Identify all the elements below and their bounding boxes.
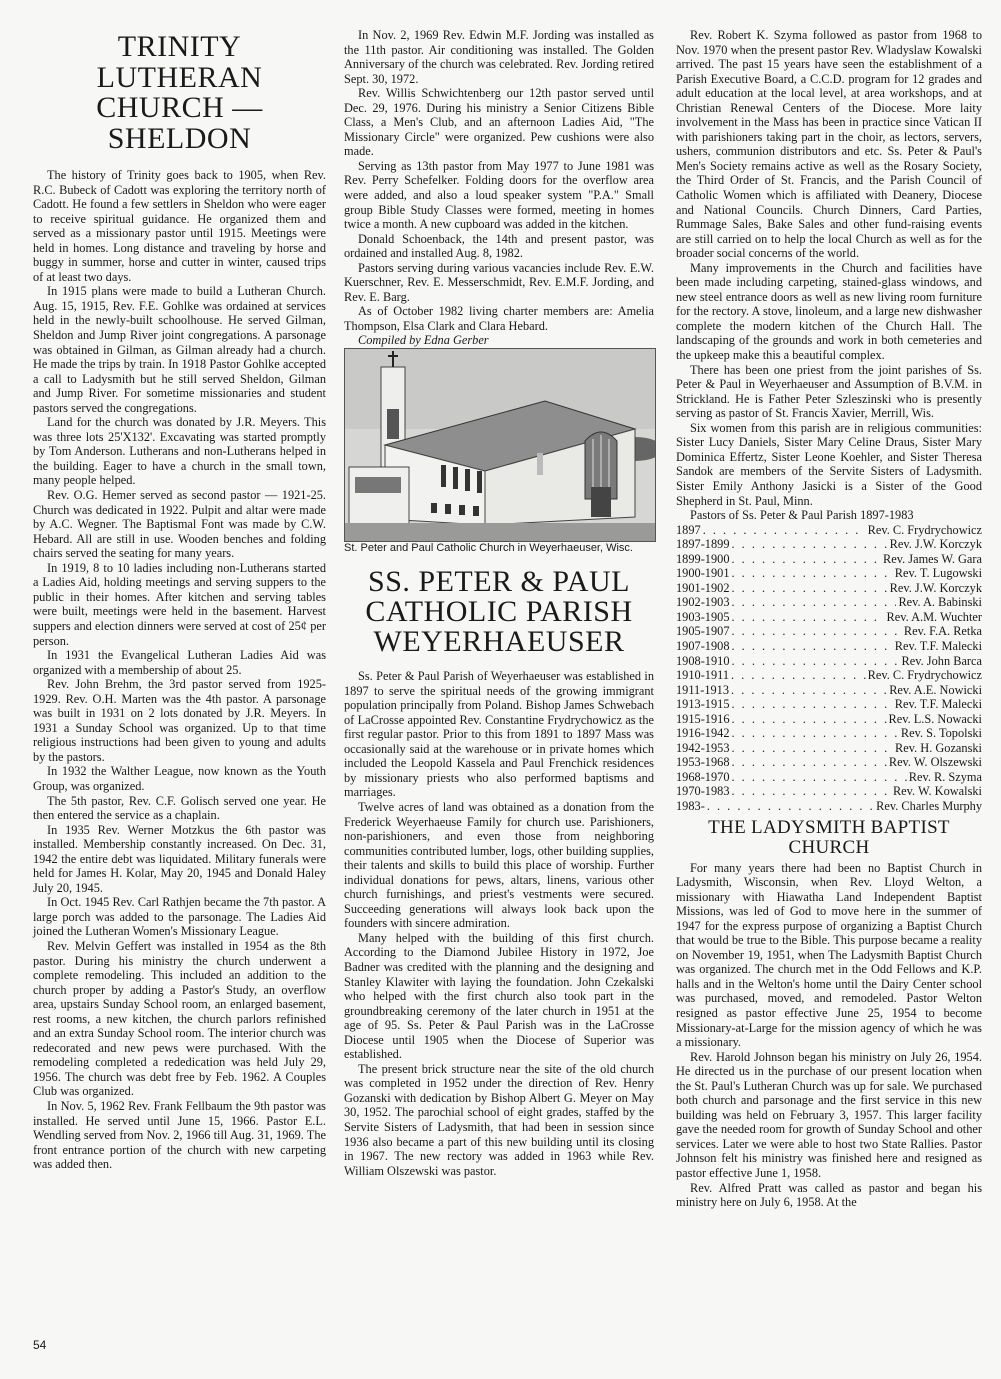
pastor-row (676, 683, 982, 698)
leader-dots (732, 610, 885, 625)
pastor-row (676, 741, 982, 756)
leader-dots (732, 537, 888, 552)
pastor-years: 1913-1915 (676, 697, 730, 712)
title-line: WEYERHAEUSER (373, 625, 625, 659)
pastor-row (676, 610, 982, 625)
leader-dots (732, 784, 891, 799)
article-paragraph: Rev. Alfred Pratt was called as pastor and began his ministry here on July 6, 1958. At the (676, 1180, 982, 1210)
article-paragraph: Donald Schoenback, the 14th and present pastor, was ordained and installed Aug. 8, 1982. (344, 231, 654, 261)
pastor-years: 1897-1899 (676, 537, 730, 552)
article-paragraph: Rev. John Brehm, the 3rd pastor served from 1925-1929. Rev. O.H. Marten was the 4th pastor. A parsonage was built in 1931 on 2 lots donated by J.R. Meyers. In 1931 a Sunday School was organized. Up to that time religious instructions had been given to young and adults by the pastors. (33, 677, 326, 764)
title-line: CHURCH (788, 836, 870, 858)
article-paragraph: There has been one priest from the joint parishes of Ss. Peter & Paul in Weyerhaeuser and Assumption of B.V.M. in Strickland. He is Father Peter Szleszinski who is presently serving as pastor of St. Francis Xavier, Merrill, Wis. (676, 362, 982, 421)
pastor-name: Rev. A.E. Nowicki (889, 682, 982, 697)
pastor-name: Rev. L.S. Nowacki (888, 711, 982, 726)
article-paragraph: The present brick structure near the site of the old church was completed in 1952 under the direction of Rev. Henry Gozanski with dedication by Bishop Albert G. Meyer on May 30, 1952. The parochial school of eight grades, staffed by the Servite Sisters of Ladysmith, that had been in session since 1936 also became a part of this new building until its closing in 1967. The new rectory was added in 1963 while Rev. William Olszewski was pastor. (344, 1061, 654, 1178)
pastor-years: 1942-1953 (676, 740, 730, 755)
pastor-row (676, 581, 982, 596)
pastor-years: 1908-1910 (676, 653, 730, 668)
article-paragraph: In Oct. 1945 Rev. Carl Rathjen became the 7th pastor. A large porch was added to the parsonage. The Ladies Aid joined the Lutheran Women's Missionary League. (33, 895, 326, 939)
leader-dots (707, 799, 874, 814)
pastor-name: Rev. T.F. Malecki (894, 638, 982, 653)
leader-dots (732, 639, 893, 654)
pastor-years: 1910-1911 (676, 668, 730, 683)
pastor-years: 1911-1913 (676, 682, 730, 697)
article-paragraph: In 1915 plans were made to build a Lutheran Church. Aug. 15, 1915, Rev. F.E. Gohlke was ordained at services held in the newly-built schoolhouse. He served Gilman, Sheldon and Jump River joint congregations. A parsonage was obtained in Gilman, as Gilman already had a church. He made the trips by train. In 1918 Pastor Gohlke accepted a call to Ladysmith but he still served Sheldon, Gilman and Jump River. For sometime missionaries and student pastors served the congregations. (33, 284, 326, 415)
pastor-row (676, 784, 982, 799)
pastor-row (676, 566, 982, 581)
article-paragraph: Land for the church was donated by J.R. Meyers. This was three lots 25'X132'. Excavating was started promptly by Tom Anderson. Lutherans and non-Lutherans helped in the building. Eager to have a church in the small town, many people helped. (33, 415, 326, 488)
pastor-years: 1907-1908 (676, 638, 730, 653)
article-paragraph: The history of Trinity goes back to 1905, when Rev. R.C. Bubeck of Cadott was exploring the territory north of Cadott. He found a few settlers in Sheldon who were eager to receive spiritual guidance. He organized them and served as a missionary pastor until 1915. Meetings were held in homes. Long distance and traveling by horse and buggy in summer, horse and cutter in winter, caused trips of at least two days. (33, 168, 326, 284)
article-paragraph: Serving as 13th pastor from May 1977 to June 1981 was Rev. Perry Schefelker. Folding doors for the overflow area were added, and also a loud speaker system "P.A." Small group Bible Study Classes were formed, meeting in homes twice a month. A new cupboard was added in the kitchen. (344, 158, 654, 232)
sspeter-title (344, 567, 654, 657)
article-paragraph: In Nov. 5, 1962 Rev. Frank Fellbaum the 9th pastor was installed. He served until June 15, 1966. Pastor E.L. Wendling served from Nov. 2, 1966 till Aug. 31, 1969. The front entrance portion of the church with new carpeting was added then. (33, 1099, 326, 1172)
pastor-years: 1970-1983 (676, 784, 730, 799)
pastor-row (676, 712, 982, 727)
pastor-years: 1903-1905 (676, 609, 730, 624)
page-number: 54 (33, 1338, 47, 1352)
article-paragraph: Rev. Melvin Geffert was installed in 1954 as the 8th pastor. During his ministry the church underwent a complete remodeling. This included an addition to the church proper by adding a Pastor's Study, an overflow area, upstairs Sunday School room, an enlarged basement, rest rooms, a new kitchen, the church parlors refinished and an extra Sunday School room. The interior church was redecorated and new pews were purchased. With the remodeling completed a rededication was held July 29, 1956. The church was debt free by Feb. 1962. A Couples Club was organized. (33, 938, 326, 1099)
leader-dots (732, 697, 893, 712)
pastor-name: Rev. J.W. Korczyk (889, 537, 982, 552)
leader-dots (732, 624, 902, 639)
pastor-row (676, 639, 982, 654)
pastor-row (676, 595, 982, 610)
pastor-years: 1953-1968 (676, 755, 730, 770)
leader-dots (732, 566, 893, 581)
pastor-row (676, 552, 982, 567)
article-paragraph: Six women from this parish are in religious communities: Sister Lucy Daniels, Sister Mary Celine Draus, Sister Mary Dominica Effertz, Sister Leone Koehler, and Sister Theresa Sandok are members of the Servite Sisters of Ladysmith. Sister Emily Anthony Jasicki is a Sister of the Good Shepherd in St. Paul, Minn. (676, 420, 982, 508)
article-paragraph: For many years there had been no Baptist Church in Ladysmith, Wisconsin, when Rev. Lloyd Welton, a missionary with Hiawatha Land Independent Baptist Missions, was led of God to move here in the summer of 1947 for the express purpose of organizing a Baptist Church that would be true to the Bible. This purpose became a reality on November 19, 1951, when The Ladysmith Baptist Church was organized. The church met in the Odd Fellows and K.P. halls and in the Welton's home until the Dairy Center school was purchased, moved, and remodeled. Pastor Welton resigned as pastor effective June 25, 1954 to become Missionary-at-Large for the mission agency of which he was a missionary. (676, 860, 982, 1050)
church-illustration (345, 349, 655, 541)
pastor-row (676, 755, 982, 770)
article-paragraph: In 1919, 8 to 10 ladies including non-Lutherans started a Ladies Aid, holding meetings and serving suppers to the public in their homes. After kitchen and serving tables were built, meetings were held in the basement. Harvest suppers and election dinners were served at cost of 25¢ per person. (33, 560, 326, 648)
article-paragraph: Many helped with the building of this first church. According to the Diamond Jubilee History in 1972, Joe Badner was credited with the planning and the designing and Stanley Klawiter with laying the foundation. John Czekalski who helped with the first church also took part in the groundbreaking ceremony of the later church in 1951 at the age of 95. Ss. Peter & Paul Parish was in the LaCrosse Diocese until 1905 when the Diocese of Superior was established. (344, 930, 654, 1062)
article-paragraph: Ss. Peter & Paul Parish of Weyerhaeuser was established in 1897 to serve the spiritual needs of the growing immigrant population principally from Poland. Bishop James Schwebach of LaCrosse appointed Rev. Constantine Frydrychowicz as the first regular pastor. Prior to this from 1891 to 1897 Mass was occasionally said at the warehouse or in private homes which included the Leopold Kassela and Paul Frenchick residences by missionary priests who also performed baptisms and marriages. (344, 669, 654, 800)
article-paragraph: Many improvements in the Church and facilities have been made including carpeting, stained-glass windows, and new steel entrance doors as well as new living room furniture for the rectory. A stove, linoleum, and a large new dishwasher complete the modern kitchen of the Church Hall. The landscaping of the grounds and work in both cemeteries and the upkeep make this a beautiful complex. (676, 260, 982, 363)
pastor-name: Rev. James W. Gara (883, 551, 982, 566)
article-paragraph: The 5th pastor, Rev. C.F. Golisch served one year. He then entered the service as a chaplain. (33, 793, 326, 823)
leader-dots (732, 595, 897, 610)
pastor-row (676, 770, 982, 785)
pastor-years: 1899-1900 (676, 551, 730, 566)
church-photo (344, 348, 656, 542)
article-paragraph: Rev. O.G. Hemer served as second pastor — 1921-25. Church was dedicated in 1922. Pulpit and altar were made by A.C. Wegner. The Baptismal Font was made by C.W. Hebard. All are still in use. Wooden benches and folding chairs served the seating for many years. (33, 488, 326, 561)
pastor-years: 1900-1901 (676, 566, 730, 581)
title-line: THE LADYSMITH BAPTIST (708, 816, 950, 838)
leader-dots (732, 755, 887, 770)
leader-dots (732, 581, 888, 596)
pastor-name: Rev. John Barca (901, 653, 982, 668)
pastor-years: 1901-1902 (676, 580, 730, 595)
pastor-row (676, 624, 982, 639)
article-paragraph: In Nov. 2, 1969 Rev. Edwin M.F. Jording was installed as the 11th pastor. Air conditioning was installed. The Golden Anniversary of the church was celebrated. Rev. Jording retired Sept. 30, 1972. (344, 28, 654, 86)
title-line: SHELDON (107, 121, 252, 155)
leader-dots (731, 668, 866, 683)
article-paragraph: In 1932 the Walther League, now known as the Youth Group, was organized. (33, 764, 326, 793)
pastor-name: Rev. W. Olszewski (888, 755, 982, 770)
article-paragraph: In 1935 Rev. Werner Motzkus the 6th pastor was installed. Membership constantly increased. On Dec. 31, 1942 the entire debt was liquidated. Military funerals were held for James H. Kolar, May 20, 1945 and Donald Haley July 20, 1945. (33, 822, 326, 895)
pastor-years: 1905-1907 (676, 624, 730, 639)
pastor-name: Rev. C. Frydrychowicz (867, 522, 982, 537)
pastor-name: Rev. Charles Murphy (876, 798, 982, 813)
pastor-row (676, 537, 982, 552)
pastor-name: Rev. F.A. Retka (903, 624, 982, 639)
leader-dots (731, 683, 887, 698)
pastor-name: Rev. T. Lugowski (894, 566, 982, 581)
pastor-name: Rev. A. Babinski (898, 595, 982, 610)
pastor-row (676, 668, 982, 683)
pastor-name: Rev. H. Gozanski (895, 740, 982, 755)
pastor-name: Rev. S. Topolski (900, 726, 982, 741)
leader-dots (732, 770, 907, 785)
article-paragraph: Rev. Willis Schwichtenberg our 12th pastor served until Dec. 29, 1976. During his ministry a Senior Citizens Bible Class, a Men's Club, and an afternoon Ladies Aid, "The Missionary Circle" were organized. Pew cushions were also made. (344, 86, 654, 159)
article-paragraph: Twelve acres of land was obtained as a donation from the Frederick Weyerhaeuse Family for church use. Parishioners, non-parishioners, and even those from neighboring communities contributed lumber, logs, other building supplies, their talents and skills to build this place of worship. Further individual donations for pews, altars, linens, various other church furnishings, and priest's vestments were secured. Succeeding generations will always look back upon the founders with sincere admiration. (344, 799, 654, 931)
column-1 (33, 28, 326, 1172)
column-3 (676, 28, 982, 1210)
article-paragraph: Rev. Robert K. Szyma followed as pastor from 1968 to Nov. 1970 when the present pastor Rev. Wladyslaw Kowalski arrived. The past 15 years have seen the establishment of a Parish Executive Board, a C.C.D. program for 12 grades and adult education at the local level, at area workshops, and at Christian Renewal Centers of the Diocese. More laity involvement in the Mass has been in practice since Vatican II with parishioners taking part in the choir, as lectors, servers, ushers, communion distributors and etc. Ss. Peter & Paul's Men's Society remains active as well as the Rosary Society, the Third Order of St. Francis, and the Parish Council of Catholic Women which is affiliated with Deanery, Diocese and National Councils. Church Dinners, Card Parties, Rummage Sales, Bake Sales and other fund-raising events are still carried on to help the local Church as well as for the broader social concerns of the world. (676, 28, 982, 261)
photo-caption: St. Peter and Paul Catholic Church in Weyerhaeuser, Wisc. (344, 542, 633, 555)
pastor-row (676, 654, 982, 669)
title-line: TRINITY (117, 30, 242, 63)
article-paragraph: As of October 1982 living charter members are: Amelia Thompson, Elsa Clark and Clara Hebard. (344, 304, 654, 333)
pastor-name: Rev. A.M. Wuchter (886, 609, 982, 624)
pastor-years: 1902-1903 (676, 595, 730, 610)
pastor-name: Rev. W. Kowalski (892, 784, 982, 799)
title-line: LUTHERAN (96, 60, 263, 94)
pastor-years: 1916-1942 (676, 726, 730, 741)
pastor-name: Rev. C. Frydrychowicz (867, 668, 982, 683)
article-paragraph: Rev. Harold Johnson began his ministry on July 26, 1954. He directed us in the purchase of our present location when the St. Paul's Lutheran Church was up for sale. We purchased both church and parsonage and the first service in this new building was held on February 3, 1957. This larger facility gave the needed room for growth of Sunday School and other services. Later we were able to host two State Rallies. Pastor Johnson felt his ministry was finished here and resigned as pastor effective June 1, 1958. (676, 1049, 982, 1181)
pastor-years: 1915-1916 (676, 711, 730, 726)
pastors-heading: Pastors of Ss. Peter & Paul Parish 1897-1983 (690, 508, 914, 523)
pastor-years: 1983- (676, 798, 705, 813)
title-line: CHURCH — (96, 91, 263, 124)
leader-dots (703, 523, 866, 538)
pastor-row (676, 799, 982, 814)
pastor-row (676, 726, 982, 741)
pastor-row (676, 697, 982, 712)
leader-dots (732, 654, 900, 669)
trinity-title (33, 32, 326, 154)
leader-dots (732, 741, 894, 756)
article-credit: Compiled by Edna Gerber (358, 333, 489, 348)
pastor-name: Rev. T.F. Malecki (894, 697, 982, 712)
column-2 (344, 28, 654, 1178)
article-paragraph: In 1931 the Evangelical Lutheran Ladies Aid was organized with a membership of about 25. (33, 648, 326, 677)
pastor-row (676, 523, 982, 538)
leader-dots (732, 726, 899, 741)
pastor-name: Rev. J.W. Korczyk (889, 580, 982, 595)
baptist-title (676, 818, 982, 858)
leader-dots (732, 712, 887, 727)
pastor-list (676, 523, 982, 814)
pastor-name: Rev. R. Szyma (908, 769, 982, 784)
title-line: CATHOLIC PARISH (365, 595, 633, 629)
leader-dots (732, 552, 882, 567)
title-line: SS. PETER & PAUL (368, 565, 630, 599)
pastor-years: 1968-1970 (676, 769, 730, 784)
pastor-years: 1897 (676, 522, 701, 537)
article-paragraph: Pastors serving during various vacancies include Rev. E.W. Kuerschner, Rev. E. Messerschmidt, Rev. E.M.F. Jording, and Rev. E. Barg. (344, 260, 654, 304)
